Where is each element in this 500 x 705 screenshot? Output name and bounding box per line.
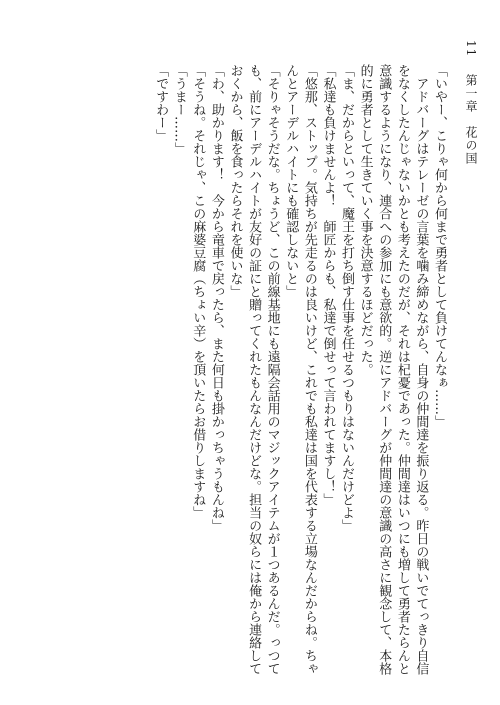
paragraph: 「ま、だからといって、魔王を打ち倒す仕事を任せるつもりはないんだけどよ」 [339, 64, 355, 532]
paragraph: 「そりゃそうだな。ちょうど、この前線基地にも遠隔会話用のマジックアイテムが１つあるんだ。っつても、前にアーデルハイトが友好の証にと贈ってくれたもんなんだけどな。担当の奴らには俺から連絡しておくから、飯を食ったらそれを使いな」 [227, 64, 280, 675]
paragraph: 「私達も負けませんよ！ 師匠からも、私達で倒せって言われてますし！」 [320, 64, 336, 506]
running-header [464, 40, 478, 165]
chapter-label: 第一章 [464, 74, 478, 114]
paragraph: 「悠那、ストップ。気持ちが先走るのは良いけど、これでも私達は国を代表する立場なんだからね。ちゃんとアーデルハイトにも確認しないと」 [283, 64, 317, 675]
paragraph: 「わ、助かります！ 今から竜車で戻ったら、また何日も掛かっちゃうもんね」 [208, 64, 224, 532]
paragraph: アドバーグはテレーゼの言葉を噛み締めながら、自身の仲間達を振り返る。昨日の戦いでてっきり自信をなくしたんじゃないかとも考えたのだが、それは杞憂であった。仲間達はいつにも増して勇者たらんと意識するようになり、連合への参加にも意欲的。逆にアドバーグが仲間達の意識の高さに観念して、本格的に勇者として生きていく事を決意するほどだった。 [357, 64, 429, 675]
body-text [38, 64, 448, 686]
paragraph: 「そうね。それじゃ、この麻婆豆腐（ちょい辛）を頂いたらお借りしますね」 [190, 64, 206, 519]
paragraph: 「いやー、こりゃ何から何まで勇者として負けてんなぁ……」 [432, 64, 447, 428]
chapter-title: 花の国 [464, 125, 478, 165]
page-number: 11 [464, 40, 478, 58]
paragraph: 「ですわー」 [153, 64, 169, 142]
paragraph: 「うまー……」 [171, 64, 187, 155]
